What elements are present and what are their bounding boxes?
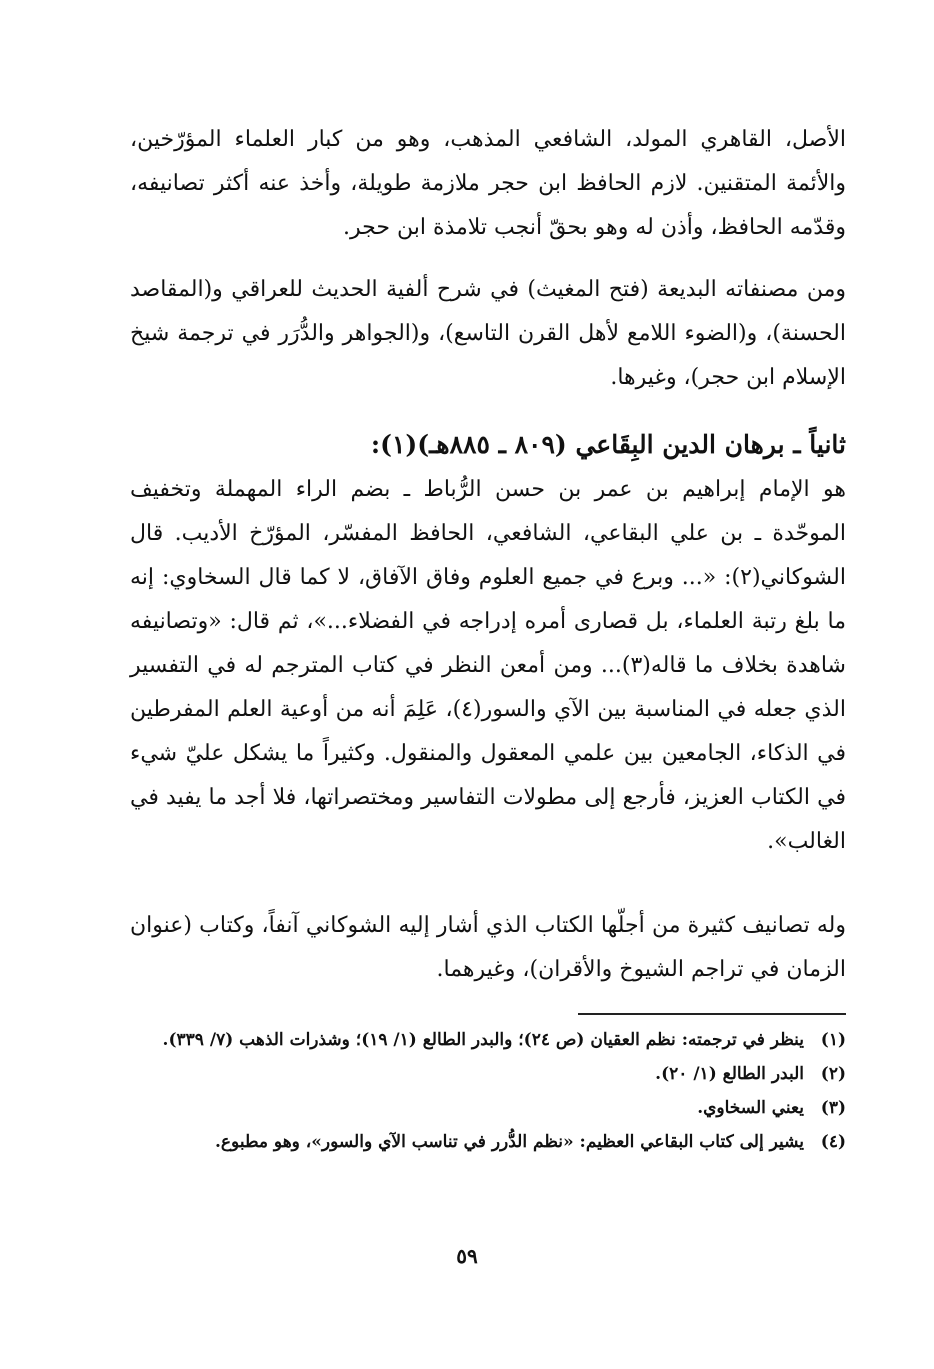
footnote-number: (٢) [820, 1064, 846, 1084]
footnote-number: (١) [820, 1030, 846, 1050]
footnotes [130, 1023, 846, 1159]
footnote-number: (٤) [820, 1132, 846, 1152]
paragraph-sakhawi-bio: الأصل، القاهري المولد، الشافعي المذهب، وهو من كبار العلماء المؤرّخين، والأئمة المتقنين. لازم الحافظ ابن حجر ملازمة طويلة، وأخذ عنه أكثر تصانيفه، وقدّمه الحافظ، وأذن له وهو بحقّ أنجب تلامذة ابن حجر. [130, 127, 846, 240]
footnote-item [130, 1125, 846, 1159]
footnote-text: ينظر في ترجمته: نظم العقيان (ص ٢٤)؛ والبدر الطالع (١/ ١٩)؛ وشذرات الذهب (٧/ ٣٣٩). [162, 1030, 804, 1050]
footnote-text: يشير إلى كتاب البقاعي العظيم: «نظم الدُّرر في تناسب الآي والسور»، وهو مطبوع. [214, 1132, 804, 1152]
footnote-item [130, 1057, 846, 1091]
section-heading-biqai: ثانياً ـ برهان الدين البِقَاعي (٨٠٩ ـ ٨٨٥هـ)(١): [370, 430, 846, 459]
footnote-number: (٣) [820, 1098, 846, 1118]
page-number: ٥٩ [456, 1244, 478, 1268]
paragraph-biqai-bio: هو الإمام إبراهيم بن عمر بن حسن الرُّباط ـ بضم الراء المهملة وتخفيف الموحّدة ـ بن علي البقاعي، الشافعي، الحافظ المفسّر، المؤرّخ الأديب. قال الشوكاني(٢): «... وبرع في جميع العلوم وفاق الآفاق، لا كما قال السخاوي: إنه ما بلغ رتبة العلماء، بل قصارى أمره إدراجه في الفضلاء...»، ثم قال: «وتصانيفه شاهدة بخلاف ما قاله(٣)... ومن أمعن النظر في كتاب المترجم له في التفسير الذي جعله في المناسبة بين الآي والسور(٤)، عَلِمَ أنه من أوعية العلم المفرطين في الذكاء، الجامعين بين علمي المعقول والمنقول. وكثيراً ما يشكل عليّ شيء في الكتاب العزيز، فأرجع إلى مطولات التفاسير ومختصراتها، فلا أجد ما يفيد في الغالب». [130, 477, 846, 854]
paragraph-biqai-works: وله تصانيف كثيرة من أجلّها الكتاب الذي أشار إليه الشوكاني آنفاً، وكتاب (عنوان الزمان في تراجم الشيوخ والأقران)، وغيرهما. [130, 913, 846, 982]
footnote-divider [578, 1013, 846, 1015]
footnote-text: يعني السخاوي. [697, 1098, 804, 1118]
footnote-item [130, 1023, 846, 1057]
footnote-item [130, 1091, 846, 1125]
footnote-text: البدر الطالع (١/ ٢٠). [655, 1064, 804, 1084]
paragraph-sakhawi-works: ومن مصنفاته البديعة (فتح المغيث) في شرح ألفية الحديث للعراقي و(المقاصد الحسنة)، و(الضوء اللامع لأهل القرن التاسع)، و(الجواهر والدُّرَر في ترجمة شيخ الإسلام ابن حجر)، وغيرها. [130, 277, 846, 390]
